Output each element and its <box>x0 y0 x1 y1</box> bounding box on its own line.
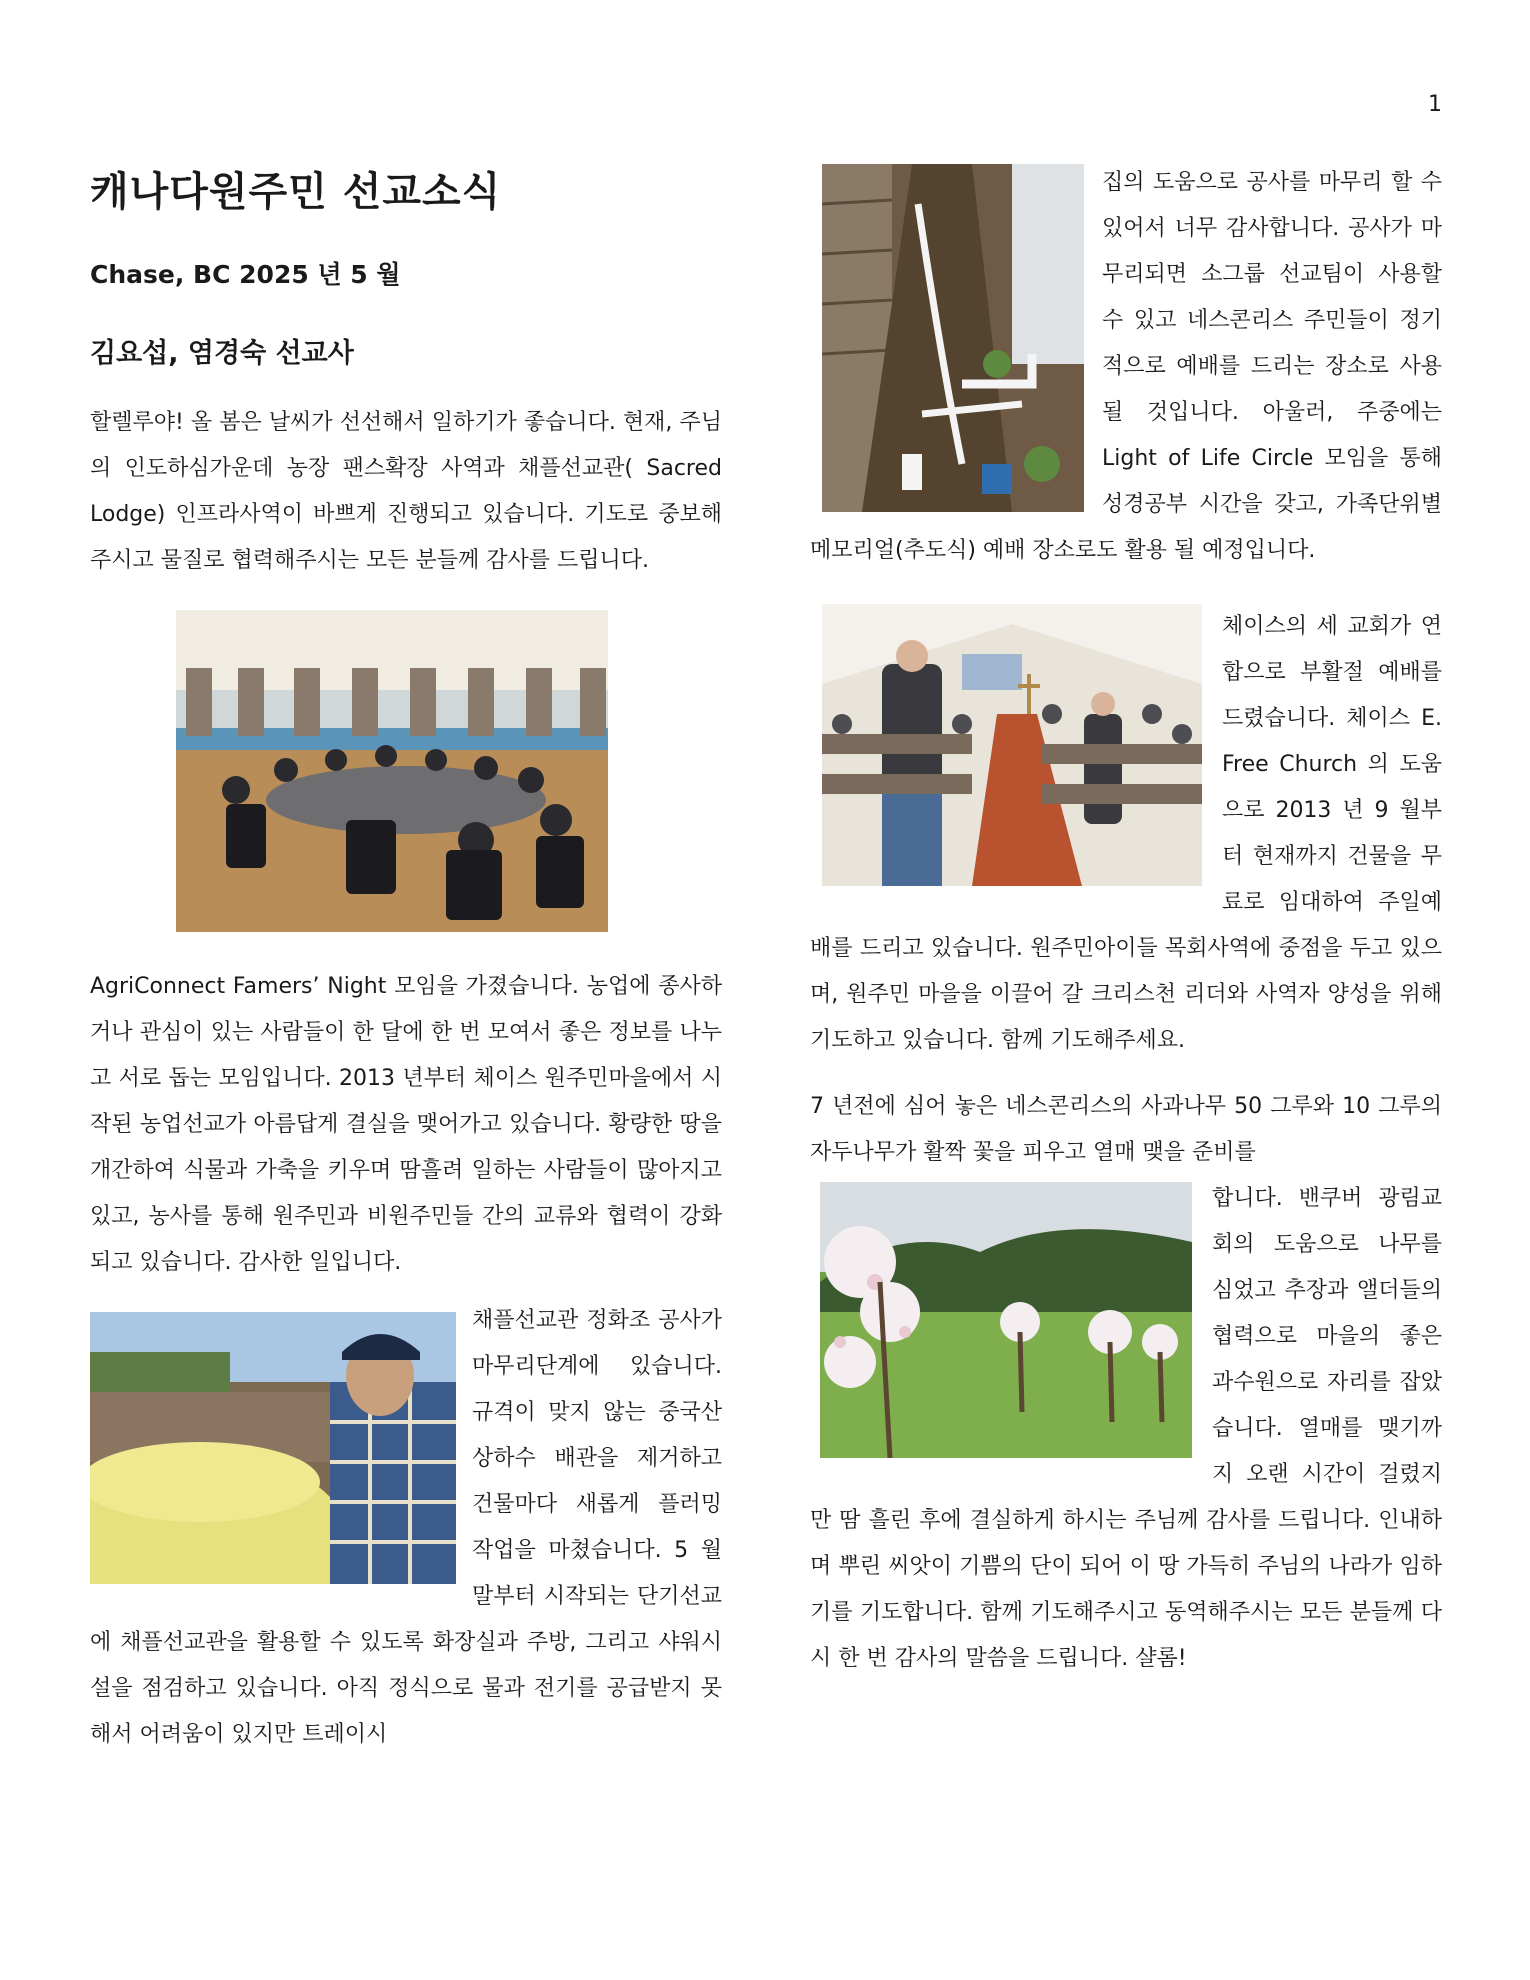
easter-service-photo <box>822 604 1202 886</box>
right-column <box>810 160 1442 1682</box>
left-column <box>90 160 722 1758</box>
easter-paragraph: 체이스의 세 교회가 연합으로 부활절 예배를 드렸습니다. 체이스 E. Free Church 의 도움으로 2013 년 9 월부터 현재까지 건물을 무료로 임대하여 주일예배를 드리고 있습니다. 원주민아이들 목회사역에 중점을 두고 있으며, 원주민 마을을 이끌어 갈 크리스천 리더와 사역자 양성을 위해 기도하고 있습니다. 함께 기도해주세요. <box>810 614 1442 1053</box>
orchard-lead-paragraph: 7 년전에 심어 놓은 네스콘리스의 사과나무 50 그루와 10 그루의 자두나무가 활짝 꽃을 피우고 열매 맺을 준비를 <box>810 1094 1442 1165</box>
agriconnect-paragraph: AgriConnect Famers’ Night 모임을 가졌습니다. 농업에 종사하거나 관심이 있는 사람들이 한 달에 한 번 모여서 좋은 정보를 나누고 서로 돕는 모임입니다. 2013 년부터 체이스 원주민마을에서 시작된 농업선교가 아름답게 결실을 맺어가고 있습니다. 황량한 땅을 개간하여 식물과 가축을 키우며 땀흘려 일하는 사람들이 많아지고 있고, 농사를 통해 원주민과 비원주민들 간의 교류와 협력이 강화되고 있습니다. 감사한 일입니다. <box>90 974 722 1275</box>
orchard-photo <box>820 1182 1192 1458</box>
orchard-paragraph: 합니다. 밴쿠버 광림교회의 도움으로 나무를 심었고 추장과 앨더들의 협력으로 마을의 좋은 과수원으로 자리를 잡았습니다. 열매를 맺기까지 오랜 시간이 걸렸지만 땀 흘린 후에 결실하게 하시는 주님께 감사를 드립니다. 인내하며 뿌린 씨앗이 기쁨의 단이 되어 이 땅 가득히 주님의 나라가 임하기를 기도합니다. 함께 기도해주시고 동역해주시는 모든 분들께 다시 한 번 감사의 말씀을 드립니다. 샬롬! <box>810 1186 1442 1671</box>
plumbing-trench-photo <box>822 164 1084 512</box>
construction-paragraph: 집의 도움으로 공사를 마무리 할 수 있어서 너무 감사합니다. 공사가 마무리되면 소그룹 선교팀이 사용할 수 있고 네스콘리스 주민들이 정기적으로 예배를 드리는 장소로 사용 될 것입니다. 아울러, 주중에는 Light of Life Circle 모임을 통해 성경공부 시간을 갖고, 가족단위별 메모리얼(추도식) 예배 장소로도 활용 될 예정입니다. <box>810 170 1442 563</box>
missionary-names: 김요섭, 염경숙 선교사 <box>90 338 354 369</box>
page-number: 1 <box>1428 92 1442 117</box>
meeting-photo <box>176 610 608 932</box>
newsletter-title: 캐나다원주민 선교소식 <box>90 169 502 215</box>
location-date: Chase, BC 2025 년 5 월 <box>90 260 401 289</box>
chapel-paragraph: 채플선교관 정화조 공사가 마무리단계에 있습니다. 규격이 맞지 않는 중국산 상하수 배관을 제거하고 건물마다 새롭게 플러밍 작업을 마쳤습니다. 5 월말부터 시작되는 단기선교에 채플선교관을 활용할 수 있도록 화장실과 주방, 그리고 샤워시설을 점검하고 있습니다. 아직 정식으로 물과 전기를 공급받지 못해서 어려움이 있지만 트레이시 <box>90 1308 722 1747</box>
intro-paragraph: 할렐루야! 올 봄은 날씨가 선선해서 일하기가 좋습니다. 현재, 주님의 인도하심가운데 농장 팬스확장 사역과 채플선교관( Sacred Lodge) 인프라사역이 바쁘게 진행되고 있습니다. 기도로 중보해주시고 물질로 협력해주시는 모든 분들께 감사를 드립니다. <box>90 410 722 573</box>
septic-tank-photo <box>90 1312 456 1584</box>
